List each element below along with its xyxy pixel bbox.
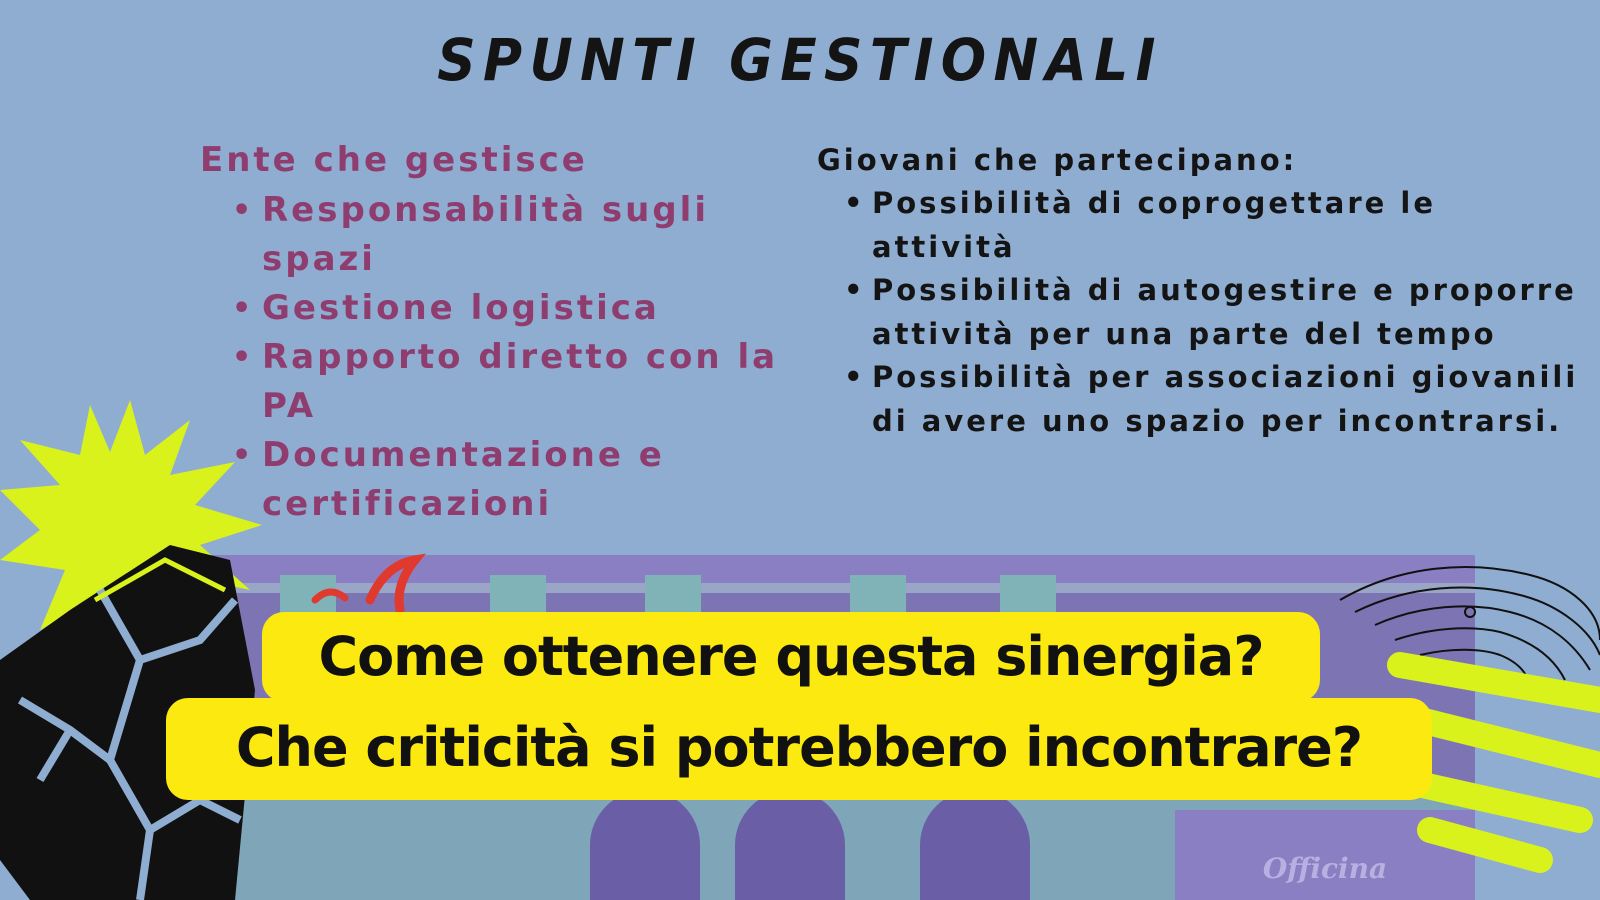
- management-column: [200, 138, 820, 529]
- management-list: [200, 186, 820, 529]
- list-item: • Gestione logistica: [262, 284, 820, 333]
- youth-column: [817, 140, 1587, 443]
- slide-title: SPUNTI GESTIONALI: [437, 26, 1163, 94]
- question-banner: Come ottenere questa sinergia?: [262, 612, 1320, 702]
- column-heading: Ente che gestisce: [200, 140, 588, 180]
- column-heading: Giovani che partecipano:: [817, 143, 1298, 177]
- red-squiggle-shape: [315, 592, 345, 600]
- list-item: • Documentazione e certificazioni: [262, 431, 820, 529]
- list-item: • Possibilità di coprogettare le attività: [872, 182, 1587, 269]
- youth-list: [817, 182, 1587, 443]
- list-item: • Rapporto diretto con la PA: [262, 333, 820, 431]
- building-sign: Officina: [1175, 810, 1475, 900]
- list-item: • Responsabilità sugli spazi: [262, 186, 820, 284]
- list-item: • Possibilità di autogestire e proporre attività per una parte del tempo: [872, 269, 1587, 356]
- question-banner: Che criticità si potrebbero incontrare?: [166, 698, 1432, 800]
- red-squiggle-shape: [370, 560, 415, 610]
- list-item: • Possibilità per associazioni giovanili di avere uno spazio per incontrarsi.: [872, 356, 1587, 443]
